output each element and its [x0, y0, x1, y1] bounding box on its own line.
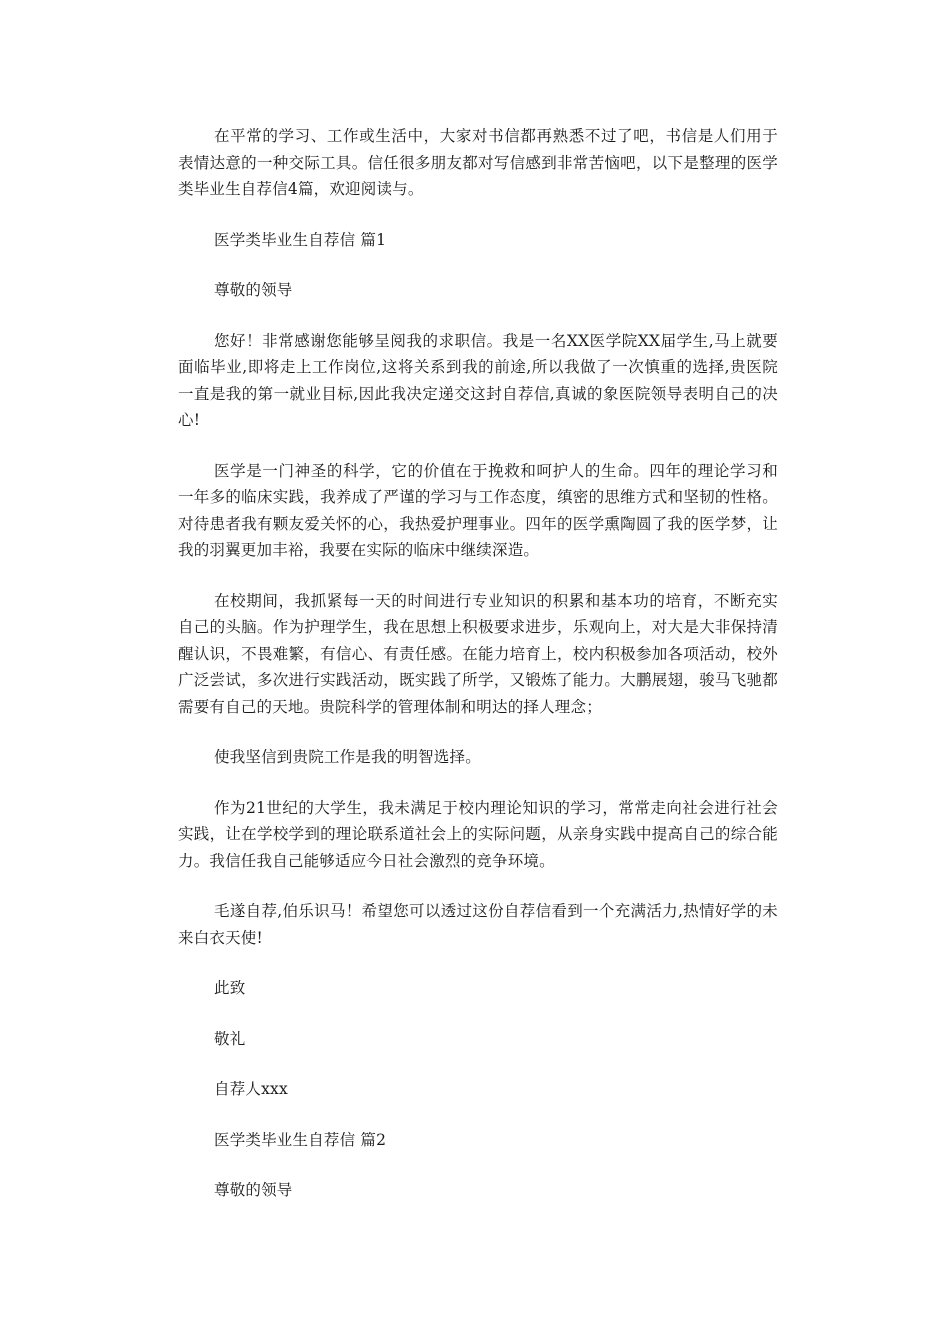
body-paragraph: 在校期间，我抓紧每一天的时间进行专业知识的积累和基本功的培育，不断充实自己的头脑。作为护理学生，我在思想上积极要求进步，乐观向上，对大是大非保持清醒认识，不畏难繁，有信心、有责任感。在能力培育上，校内积极参加各项活动，校外广泛尝试，多次进行实践活动，既实践了所学，又锻炼了能力。大鹏展翅，骏马飞驰都需要有自己的天地。贵院科学的管理体制和明达的择人理念；: [178, 591, 778, 716]
closing-line: 此致: [214, 979, 246, 997]
body-paragraph: 作为21世纪的大学生，我未满足于校内理论知识的学习，常常走向社会进行社会实践，让在学校学到的理论联系道社会上的实际问题，从亲身实践中提高自己的综合能力。我信任我自己能够适应今日社会激烈的竞争环境。: [178, 798, 778, 870]
signature: 自荐人xxx: [214, 1080, 288, 1098]
section-heading-1: 医学类毕业生自荐信 篇1: [214, 230, 387, 249]
closing-regards: 敬礼: [214, 1029, 246, 1048]
salutation: 尊敬的领导: [214, 281, 293, 299]
body-paragraph: 毛遂自荐,伯乐识马！希望您可以透过这份自荐信看到一个充满活力,热情好学的未来白衣天使!: [178, 902, 778, 947]
intro-paragraph: 在平常的学习、工作或生活中，大家对书信都再熟悉不过了吧，书信是人们用于表情达意的一种交际工具。信任很多朋友都对写信感到非常苦恼吧，以下是整理的医学类毕业生自荐信4篇，欢迎阅读与。: [178, 127, 778, 198]
body-paragraph: 您好！非常感谢您能够呈阅我的求职信。我是一名XX医学院XX届学生,马上就要面临毕业,即将走上工作岗位,这将关系到我的前途,所以我做了一次慎重的选择,贵医院一直是我的第一就业目标,因此我决定递交这封自荐信,真诚的象医院领导表明自己的决心!: [178, 331, 778, 429]
salutation: 尊敬的领导: [214, 1181, 293, 1199]
body-paragraph: 医学是一门神圣的科学，它的价值在于挽救和呵护人的生命。四年的理论学习和一年多的临床实践，我养成了严谨的学习与工作态度，缜密的思维方式和坚韧的性格。对待患者我有颗友爱关怀的心，我热爱护理事业。四年的医学熏陶圆了我的医学梦，让我的羽翼更加丰裕，我要在实际的临床中继续深造。: [178, 461, 778, 559]
document-page: [178, 123, 778, 1228]
body-paragraph: 使我坚信到贵院工作是我的明智选择。: [214, 748, 481, 766]
section-heading-2: 医学类毕业生自荐信 篇2: [214, 1130, 387, 1149]
